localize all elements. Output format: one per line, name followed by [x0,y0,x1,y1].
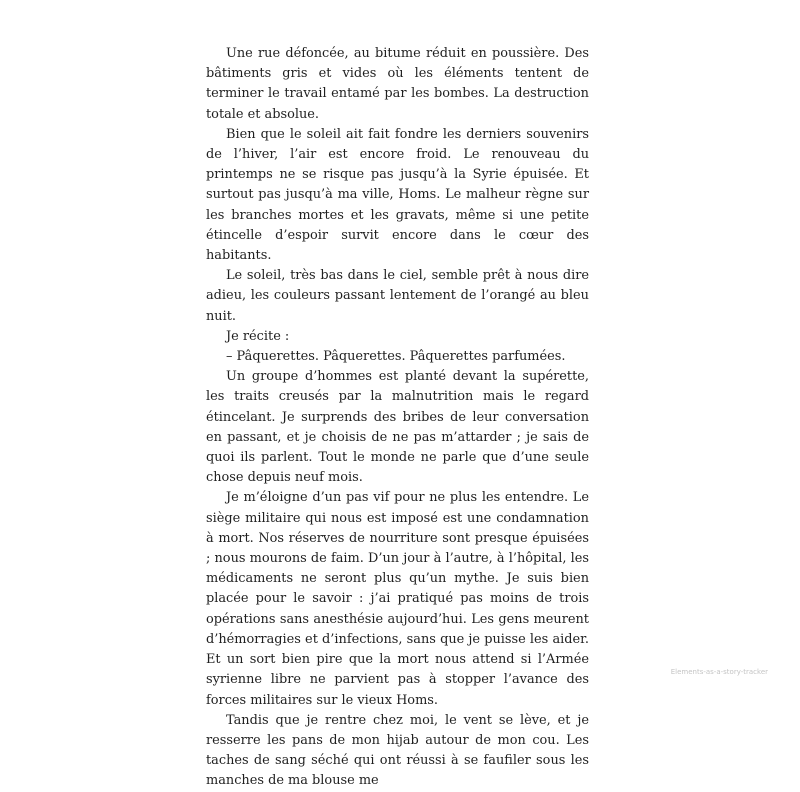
watermark: Elements-as-a-story-tracker [670,668,768,676]
page-body [206,44,589,792]
paragraph-5: – Pâquerettes. Pâquerettes. Pâquerettes parfumées. [226,349,566,365]
paragraph-6: Un groupe d’hommes est planté devant la supérette, les traits creusés par la malnutrition mais le regard étincelant. Je surprends des bribes de leur conversation en passant, et je choisis de ne pas m’attarder ; je sais de quoi ils parlent. Tout le monde ne parle que d’une seule chose depuis neuf mois. [206,369,589,486]
paragraph-3: Le soleil, très bas dans le ciel, semble prêt à nous dire adieu, les couleurs passant lentement de l’orangé au bleu nuit. [206,268,589,324]
paragraph-8: Tandis que je rentre chez moi, le vent se lève, et je resserre les pans de mon hijab autour de mon cou. Les taches de sang séché qui ont réussi à se faufiler sous les manches de ma blouse me [206,712,589,789]
paragraph-7: Je m’éloigne d’un pas vif pour ne plus les entendre. Le siège militaire qui nous est imposé est une condamnation à mort. Nos réserves de nourriture sont presque épuisées ; nous mourons de faim. D’un jour à l’autre, à l’hôpital, les médicaments ne seront plus qu’un mythe. Je suis bien placée pour le savoir : j’ai pratiqué pas moins de trois opérations sans anesthésie aujourd’hui. Les gens meurent d’hémorragies et d’infections, sans que je puisse les aider. Et un sort bien pire que la mort nous attend si l’Armée syrienne libre ne parvient pas à stopper l’avance des forces militaires sur le vieux Homs. [206,490,589,708]
paragraph-4: Je récite : [226,328,290,344]
paragraph-1: Une rue défoncée, au bitume réduit en poussière. Des bâtiments gris et vides où les éléments tentent de terminer le travail entamé par les bombes. La destruction totale et absolue. [206,46,589,122]
paragraph-2: Bien que le soleil ait fait fondre les derniers souvenirs de l’hiver, l’air est encore froid. Le renouveau du printemps ne se risque pas jusqu’à la Syrie épuisée. Et surtout pas jusqu’à ma ville, Homs. Le malheur règne sur les branches mortes et les gravats, même si une petite étincelle d’espoir survit encore dans le cœur des habitants. [206,126,589,264]
